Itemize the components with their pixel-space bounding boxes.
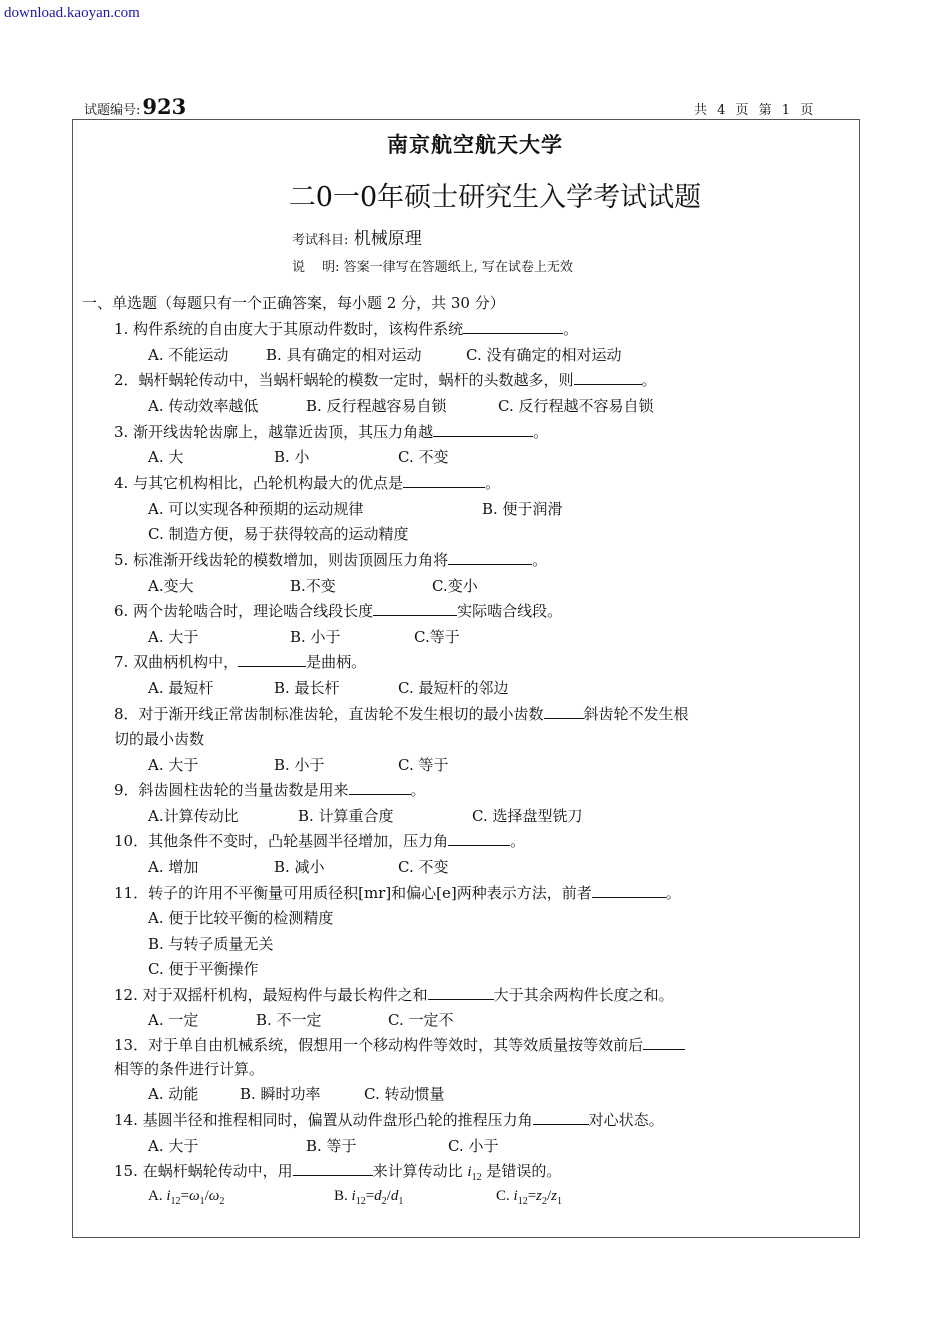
option-a: A. 可以实现各种预期的运动规律 bbox=[148, 500, 364, 518]
question-4-options bbox=[148, 498, 563, 519]
option-a: A. 最短杆 bbox=[148, 679, 214, 697]
question-text: 8．对于渐开线正常齿制标准齿轮，直齿轮不发生根切的最小齿数 bbox=[114, 705, 544, 723]
option-b: B. 最长杆 bbox=[274, 679, 340, 697]
answer-blank bbox=[238, 651, 306, 667]
question-15-options bbox=[148, 1186, 562, 1207]
question-text-end: 。 bbox=[410, 781, 426, 799]
question-13-options bbox=[148, 1083, 444, 1104]
option-b: B. 计算重合度 bbox=[298, 807, 394, 825]
question-7 bbox=[114, 651, 366, 672]
option-b: B. 小于 bbox=[290, 628, 341, 646]
question-text-end: 。 bbox=[485, 474, 501, 492]
answer-blank bbox=[533, 1109, 589, 1125]
question-2 bbox=[114, 369, 657, 390]
question-text: 11．转子的许用不平衡量可用质径积[mr]和偏心[e]两种表示方法，前者 bbox=[114, 884, 592, 902]
question-text: 15. 在蜗杆蜗轮传动中，用 bbox=[114, 1162, 293, 1180]
option-b: B. 减小 bbox=[274, 858, 325, 876]
option-b: B. 具有确定的相对运动 bbox=[266, 346, 422, 364]
question-text-end: 。 bbox=[532, 551, 548, 569]
option-b: B. 不一定 bbox=[256, 1011, 322, 1029]
question-text-end: 。 bbox=[665, 884, 681, 902]
question-text-end: 。 bbox=[563, 320, 579, 338]
option-a: A. 传动效率越低 bbox=[148, 397, 259, 415]
exam-code-value: 923 bbox=[142, 94, 187, 119]
question-11-option-a: A. 便于比较平衡的检测精度 bbox=[148, 909, 334, 927]
option-b: B. 便于润滑 bbox=[482, 500, 563, 518]
option-a: A.变大 bbox=[148, 577, 194, 595]
option-a: A. 大于 bbox=[148, 1137, 199, 1155]
question-13 bbox=[114, 1034, 685, 1055]
subject-label: 考试科目: bbox=[292, 233, 349, 248]
exam-code-label: 试题编号: bbox=[84, 103, 141, 118]
question-1 bbox=[114, 318, 578, 339]
answer-blank bbox=[293, 1160, 373, 1176]
question-text-mid: 来计算传动比 bbox=[372, 1162, 463, 1180]
question-text-end: 实际啮合线段。 bbox=[457, 602, 563, 620]
option-b: B. 小于 bbox=[274, 756, 325, 774]
subject-name: 机械原理 bbox=[353, 229, 422, 249]
question-text: 1. 构件系统的自由度大于其原动件数时，该构件系统 bbox=[114, 320, 464, 338]
question-text-end: 。 bbox=[510, 832, 526, 850]
option-c: C. 不变 bbox=[398, 448, 449, 466]
option-b: B. 等于 bbox=[306, 1137, 357, 1155]
option-b: B. 小 bbox=[274, 448, 310, 466]
option-a: A. $i_{12}=\omega_1/\omega_2$ bbox=[148, 1188, 225, 1207]
answer-blank bbox=[463, 318, 563, 334]
answer-blank bbox=[448, 830, 510, 846]
answer-blank bbox=[349, 779, 411, 795]
section-heading: 一、单选题（每题只有一个正确答案，每小题 2 分，共 30 分） bbox=[82, 294, 505, 312]
answer-blank bbox=[574, 369, 642, 385]
question-text: 14. 基圆半径和推程相同时，偏置从动件盘形凸轮的推程压力角 bbox=[114, 1111, 533, 1129]
option-b: B. 反行程越容易自锁 bbox=[306, 397, 447, 415]
question-11-option-c: C. 便于平衡操作 bbox=[148, 960, 259, 978]
question-text: 4. 与其它机构相比，凸轮机构最大的优点是 bbox=[114, 474, 404, 492]
question-13-continued: 相等的条件进行计算。 bbox=[114, 1060, 265, 1078]
answer-blank bbox=[433, 421, 533, 437]
option-a: A. 大 bbox=[148, 448, 184, 466]
question-3 bbox=[114, 421, 548, 442]
question-text-end: 斜齿轮不发生根 bbox=[583, 705, 689, 723]
option-a: A. 不能运动 bbox=[148, 346, 229, 364]
source-watermark: download.kaoyan.com bbox=[4, 5, 140, 21]
question-9 bbox=[114, 779, 426, 800]
option-c: C. 制造方便，易于获得较高的运动精度 bbox=[148, 525, 409, 543]
option-a: A. 一定 bbox=[148, 1011, 199, 1029]
question-text-end: 是错误的。 bbox=[486, 1162, 562, 1180]
option-a: A.计算传动比 bbox=[148, 807, 239, 825]
question-text: 2．蜗杆蜗轮传动中，当蜗杆蜗轮的模数一定时，蜗杆的头数越多，则 bbox=[114, 371, 574, 389]
exam-note: 说 明: 答案一律写在答题纸上, 写在试卷上无效 bbox=[292, 260, 573, 275]
question-2-options bbox=[148, 395, 653, 416]
question-10 bbox=[114, 830, 525, 851]
question-9-options bbox=[148, 805, 582, 826]
answer-blank bbox=[448, 549, 532, 565]
option-c: C.变小 bbox=[432, 577, 478, 595]
answer-blank bbox=[403, 472, 485, 488]
school-name: 南京航空航天大学 bbox=[387, 132, 563, 157]
question-8 bbox=[114, 703, 689, 724]
option-c: C. 没有确定的相对运动 bbox=[466, 346, 622, 364]
answer-blank bbox=[544, 703, 584, 719]
exam-subject bbox=[292, 224, 422, 249]
question-text: 7. 双曲柄机构中， bbox=[114, 653, 239, 671]
question-4 bbox=[114, 472, 500, 493]
question-12 bbox=[114, 984, 674, 1005]
ratio-symbol: $i_{12}$ bbox=[467, 1164, 482, 1183]
question-text-end: 。 bbox=[533, 423, 549, 441]
exam-title: 二0一0年硕士研究生入学考试试题 bbox=[288, 182, 702, 213]
option-c: C. $i_{12}=z_2/z_1$ bbox=[496, 1188, 563, 1207]
question-text: 6. 两个齿轮啮合时，理论啮合线段长度 bbox=[114, 602, 374, 620]
option-a: A. 增加 bbox=[148, 858, 199, 876]
question-text: 12. 对于双摇杆机构，最短构件与最长构件之和 bbox=[114, 986, 428, 1004]
question-7-options bbox=[148, 677, 508, 698]
question-1-options bbox=[148, 344, 621, 365]
option-c: C. 转动惯量 bbox=[364, 1085, 445, 1103]
option-c: C. 选择盘型铣刀 bbox=[472, 807, 583, 825]
question-8-options bbox=[148, 754, 448, 775]
option-c: C. 一定不 bbox=[388, 1011, 454, 1029]
option-c: C. 小于 bbox=[448, 1137, 499, 1155]
answer-blank bbox=[643, 1034, 685, 1050]
question-4-options-2 bbox=[148, 523, 408, 544]
question-3-options bbox=[148, 446, 448, 467]
option-b: B. 瞬时功率 bbox=[240, 1085, 321, 1103]
option-a: A. 大于 bbox=[148, 628, 199, 646]
question-14-options bbox=[148, 1135, 498, 1156]
question-text-end: 大于其余两构件长度之和。 bbox=[493, 986, 674, 1004]
question-text: 13．对于单自由机械系统，假想用一个移动构件等效时，其等效质量按等效前后 bbox=[114, 1036, 644, 1054]
answer-blank bbox=[428, 984, 494, 1000]
question-10-options bbox=[148, 856, 448, 877]
page-info: 共 4 页 第 1 页 bbox=[694, 103, 814, 118]
option-c: C. 不变 bbox=[398, 858, 449, 876]
question-text: 5. 标准渐开线齿轮的模数增加，则齿顶圆压力角将 bbox=[114, 551, 449, 569]
answer-blank bbox=[592, 882, 666, 898]
question-text: 9．斜齿圆柱齿轮的当量齿数是用来 bbox=[114, 781, 349, 799]
question-text: 10．其他条件不变时，凸轮基圆半径增加，压力角 bbox=[114, 832, 449, 850]
option-a: A. 大于 bbox=[148, 756, 199, 774]
option-a: A. 动能 bbox=[148, 1085, 199, 1103]
question-text-end: 。 bbox=[641, 371, 657, 389]
question-5-options bbox=[148, 575, 478, 596]
option-c: C. 反行程越不容易自锁 bbox=[498, 397, 654, 415]
option-c: C.等于 bbox=[414, 628, 460, 646]
question-11-option-b: B. 与转子质量无关 bbox=[148, 935, 274, 953]
question-text-end: 对心状态。 bbox=[588, 1111, 664, 1129]
question-12-options bbox=[148, 1009, 453, 1030]
question-text: 3. 渐开线齿轮齿廓上，越靠近齿顶，其压力角越 bbox=[114, 423, 434, 441]
option-b: B. $i_{12}=d_2/d_1$ bbox=[334, 1188, 404, 1207]
question-5 bbox=[114, 549, 547, 570]
question-6 bbox=[114, 600, 562, 621]
answer-blank bbox=[373, 600, 457, 616]
exam-code bbox=[84, 94, 186, 119]
question-text-end: 是曲柄。 bbox=[306, 653, 367, 671]
option-b: B.不变 bbox=[290, 577, 336, 595]
option-c: C. 等于 bbox=[398, 756, 449, 774]
question-6-options bbox=[148, 626, 460, 647]
question-14 bbox=[114, 1109, 664, 1130]
question-8-continued: 切的最小齿数 bbox=[114, 730, 205, 748]
option-c: C. 最短杆的邻边 bbox=[398, 679, 509, 697]
question-15 bbox=[114, 1160, 561, 1183]
question-11 bbox=[114, 882, 681, 903]
